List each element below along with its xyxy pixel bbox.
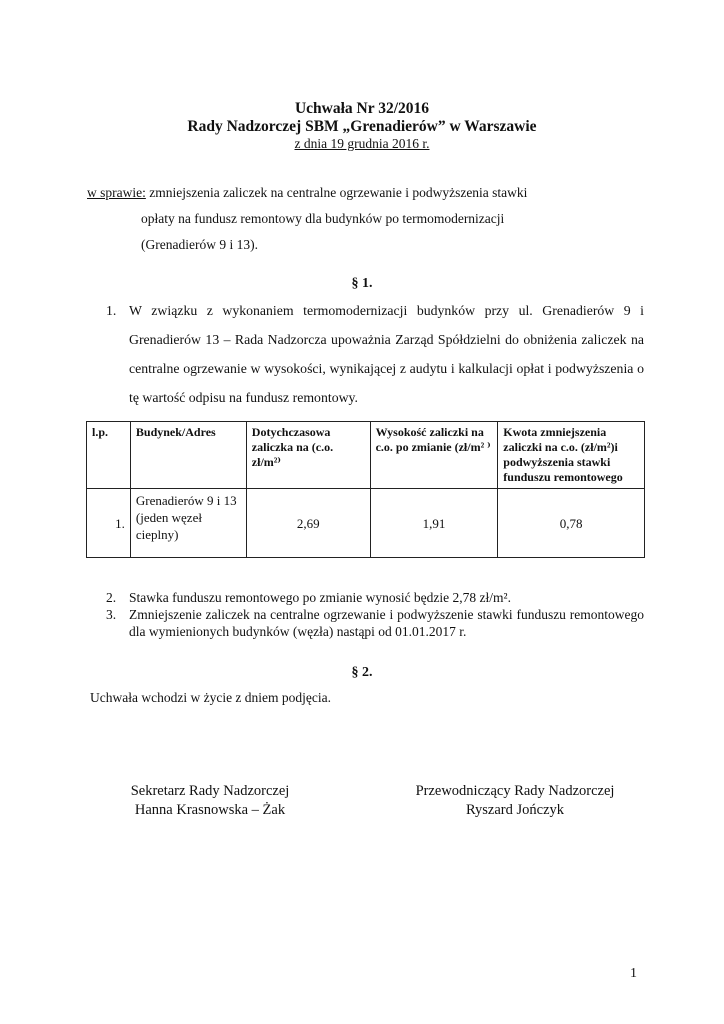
section-1-point-1	[106, 296, 644, 412]
header-building: Budynek/Adres	[130, 422, 246, 489]
header-reduction: Kwota zmniejszenia zaliczki na c.o. (zł/m²)i podwyższenia stawki funduszu remontowego	[498, 422, 645, 489]
subject-line-3: (Grenadierów 9 i 13).	[141, 237, 258, 252]
point-3-number: 3.	[106, 607, 117, 622]
header-lp: l.p.	[87, 422, 131, 489]
point-2-text: Stawka funduszu remontowego po zmianie wynosić będzie 2,78 zł/m².	[129, 590, 511, 605]
secretary-title: Sekretarz Rady Nadzorczej	[130, 783, 290, 799]
section-2-heading: § 2.	[351, 665, 373, 680]
subject-label: w sprawie:	[87, 185, 146, 200]
table-row	[87, 489, 645, 558]
cell-new-advance: 1,91	[370, 489, 498, 558]
subject-line-1: zmniejszenia zaliczek na centralne ogrzewanie i podwyższenia stawki	[145, 185, 528, 200]
resolution-date: z dnia 19 grudnia 2016 r.	[294, 136, 430, 151]
secretary-name: Hanna Krasnowska – Żak	[134, 802, 286, 818]
chairman-name: Ryszard Jończyk	[465, 802, 565, 818]
header-current-advance: Dotychczasowa zaliczka na (c.o. zł/m²⁾	[246, 422, 370, 489]
page-number: 1	[630, 966, 637, 981]
list-item	[106, 606, 644, 640]
chairman-title: Przewodniczący Rady Nadzorczej	[415, 783, 615, 799]
subject-block	[87, 180, 657, 258]
point-3-text: Zmniejszenie zaliczek na centralne ogrzewanie i podwyższenie stawki funduszu remontowego dla wymienionych budynków (węzła) nastąpi od 01.01.2017 r.	[129, 607, 644, 639]
list-item	[106, 589, 644, 606]
points-list	[106, 589, 644, 640]
resolution-header	[0, 100, 724, 152]
signature-chairman	[400, 782, 630, 820]
section-1-heading: § 1.	[351, 276, 373, 291]
header-new-advance: Wysokość zaliczki na c.o. po zmianie (zł/m² ⁾	[370, 422, 498, 489]
resolution-number: Uchwała Nr 32/2016	[294, 100, 430, 117]
cell-building: Grenadierów 9 i 13 (jeden węzeł cieplny)	[130, 489, 246, 558]
issuing-body: Rady Nadzorczej SBM „Grenadierów” w Warszawie	[187, 118, 537, 135]
point-1-number: 1.	[106, 303, 117, 318]
rates-table	[86, 421, 645, 558]
cell-lp: 1.	[87, 489, 131, 558]
point-2-number: 2.	[106, 590, 117, 605]
point-1-text: W związku z wykonaniem termomodernizacji budynków przy ul. Grenadierów 9 i Grenadierów 13 – Rada Nadzorcza upoważnia Zarząd Spółdzielni do obniżenia zaliczek na centralne ogrzewanie w wysokości, wynikającej z audytu i kalkulacji opłat i podwyższenia o tę wartość odpisu na fundusz remontowy.	[129, 303, 644, 405]
cell-current-advance: 2,69	[246, 489, 370, 558]
signature-secretary	[100, 782, 320, 820]
subject-line-2: opłaty na fundusz remontowy dla budynków po termomodernizacji	[141, 211, 505, 226]
table-header-row	[87, 422, 645, 489]
cell-reduction: 0,78	[498, 489, 645, 558]
section-2-text: Uchwała wchodzi w życie z dniem podjęcia.	[90, 690, 332, 705]
